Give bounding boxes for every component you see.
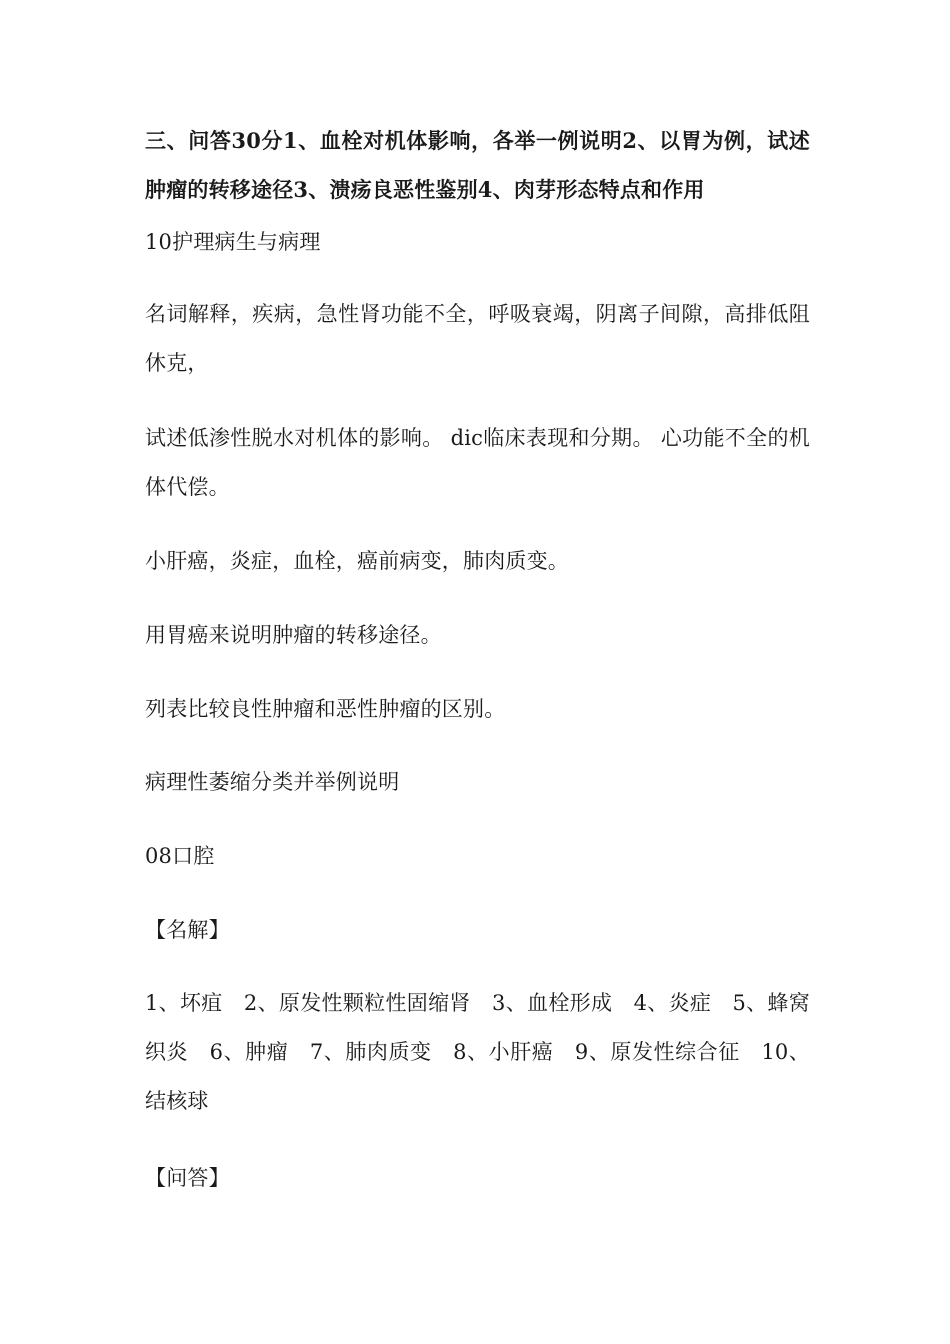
atrophy-question: 病理性萎缩分类并举例说明 [145, 770, 400, 794]
oral-section-heading: 08口腔 [145, 844, 215, 868]
gastric-cancer-question: 用胃癌来说明肿瘤的转移途径。 [145, 623, 442, 647]
term-explanation-list: 1、坏疽 2、原发性颗粒性固缩肾 3、血栓形成 4、炎症 5、蜂窝织炎 6、肿瘤 7、肺肉质变 8、小肝癌 9、原发性综合征 10、结核球 [145, 991, 810, 1113]
nursing-questions-paragraph: 试述低渗性脱水对机体的影响。 dic临床表现和分期。 心功能不全的机体代偿。 [145, 426, 810, 499]
pathology-terms-paragraph: 小肝癌，炎症，血栓，癌前病变，肺肉质变。 [145, 549, 569, 573]
nursing-section-heading: 10护理病生与病理 [145, 230, 321, 254]
term-explanation-heading: 【名解】 [145, 918, 230, 942]
tumor-comparison-question: 列表比较良性肿瘤和恶性肿瘤的区别。 [145, 697, 506, 721]
qa-heading: 【问答】 [145, 1166, 230, 1190]
exam-qa-section-paragraph: 三、问答30分1、血栓对机体影响，各举一例说明2、以胃为例，试述肿瘤的转移途径3、溃疡良恶性鉴别4、肉芽形态特点和作用 [145, 128, 810, 202]
nursing-terms-paragraph: 名词解释，疾病，急性肾功能不全，呼吸衰竭，阴离子间隙，高排低阻休克， [145, 302, 810, 375]
